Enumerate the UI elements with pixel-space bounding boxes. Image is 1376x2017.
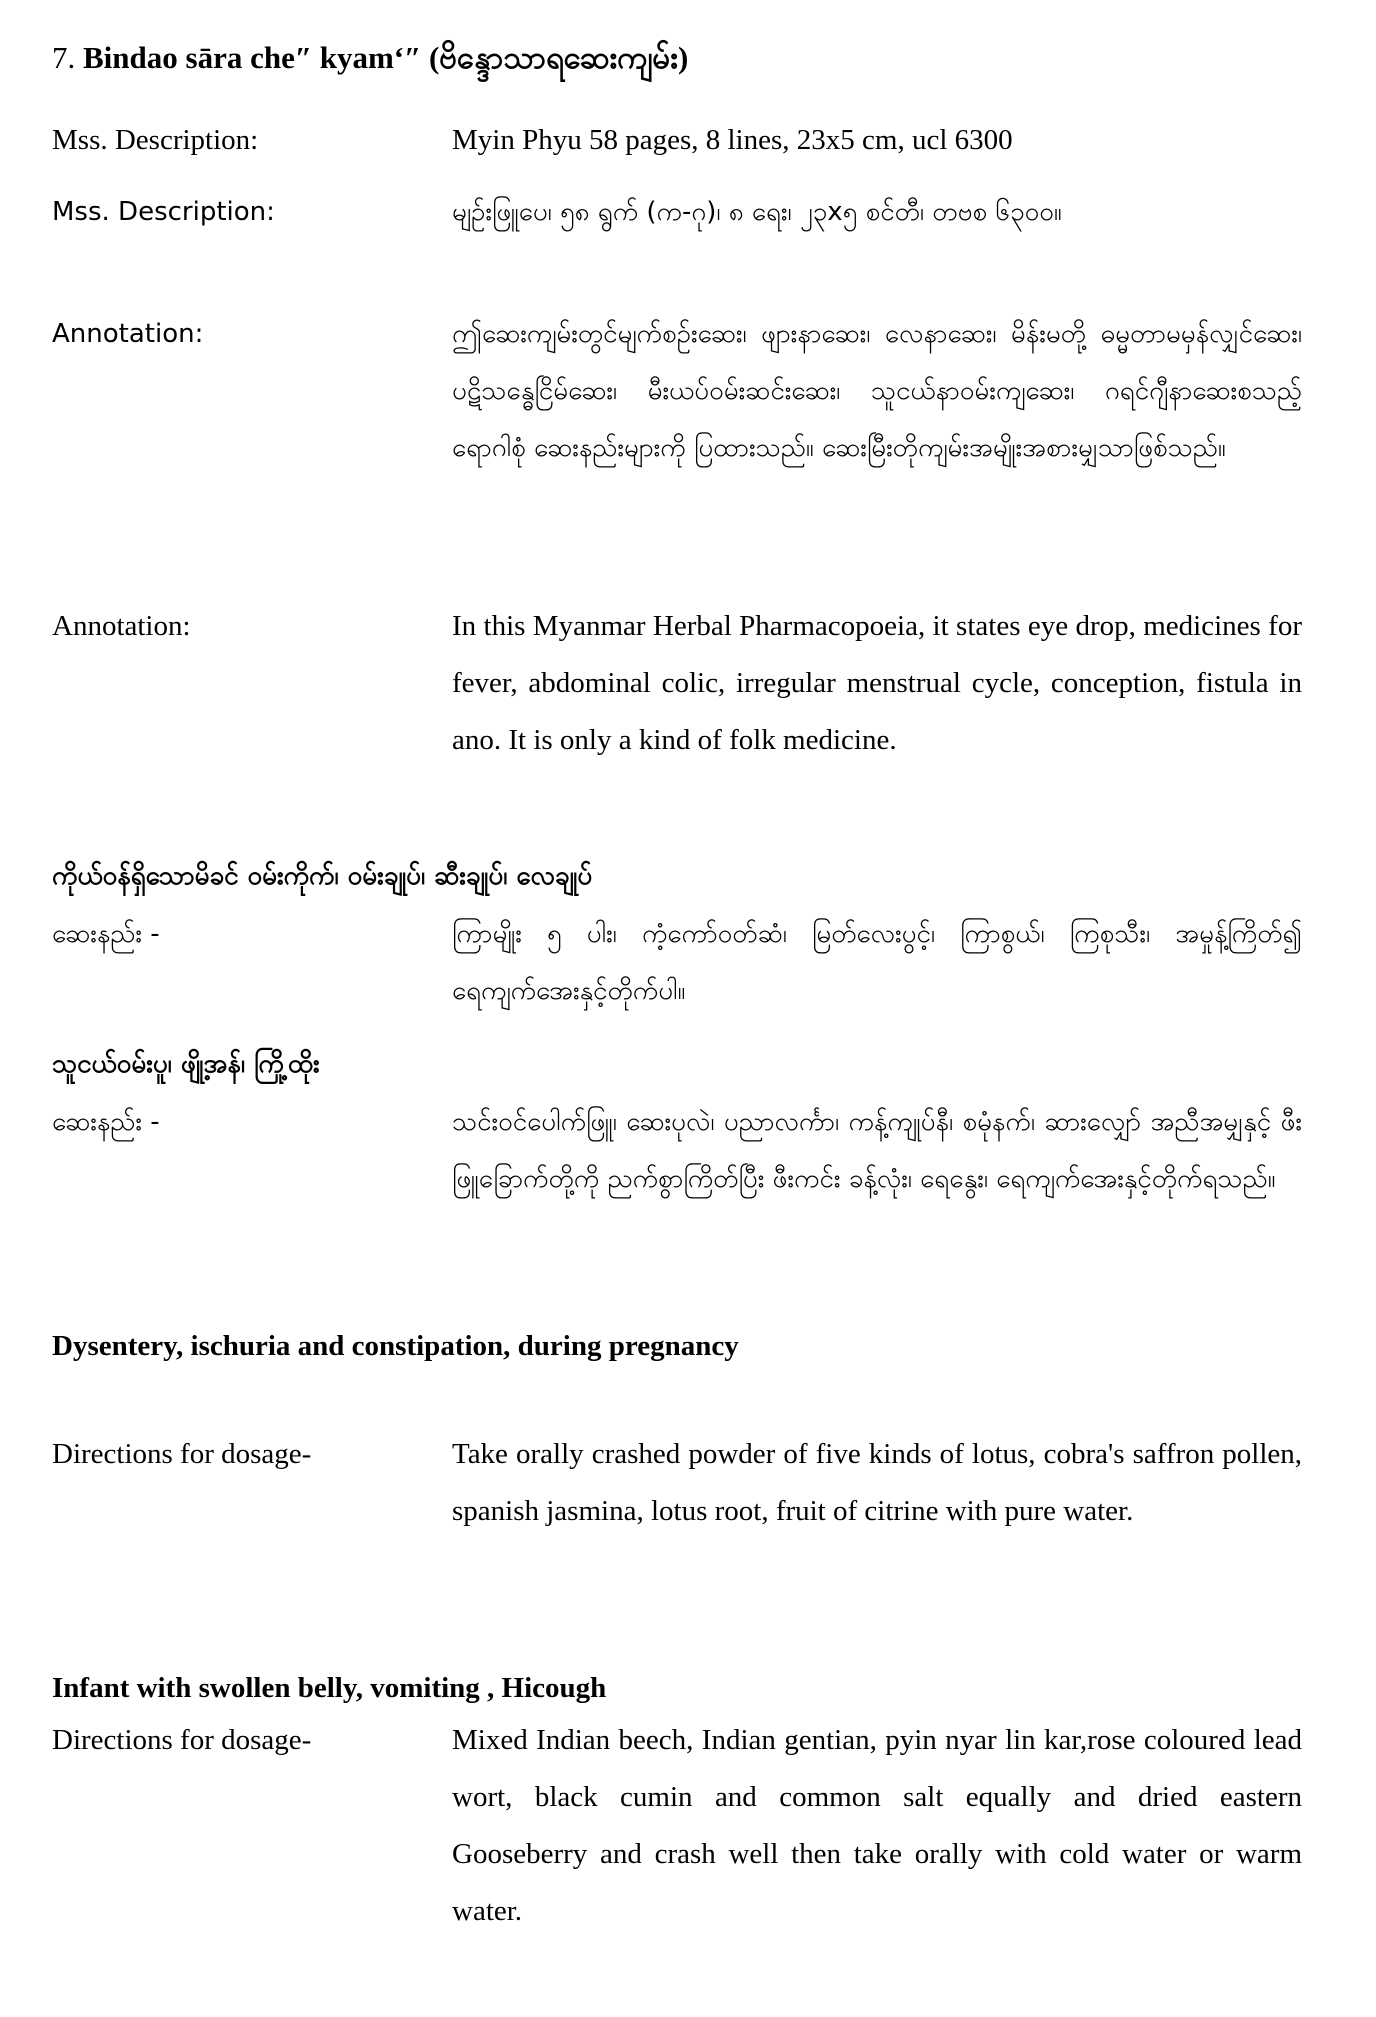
section-my-2-heading: သူငယ်ဝမ်းပူ၊ ဖျို့အန်၊ ကြို့ထိုး (52, 1049, 320, 1079)
annotation-en-label: Annotation: (52, 610, 191, 642)
section-en-2-heading: Infant with swollen belly, vomiting , Hicough (52, 1672, 607, 1704)
entry-title (52, 38, 688, 84)
mss-description-en-label: Mss. Description: (52, 124, 259, 156)
entry-number: 7. (52, 40, 76, 75)
section-en-1-heading: Dysentery, ischuria and constipation, during pregnancy (52, 1330, 739, 1362)
entry-title-text: Bindao sāra che″ kyam‘″ (ဗိန္ဒောသာရဆေးကျမ်း) (83, 40, 689, 75)
section-en-1-value: Take orally crashed powder of five kinds of lotus, cobra's saffron pollen, spanish jasmina, lotus root, fruit of citrine with pure water. (452, 1438, 1302, 1527)
annotation-my-label: Annotation: (52, 319, 204, 349)
section-en-1-label: Directions for dosage- (52, 1438, 312, 1470)
mss-description-my-value: မျဉ်းဖြူပေ၊ ၅၈ ရွက် (က-ဂု)၊ ၈ ရေး၊ ၂၃x၅ စင်တီ၊ တဗစ ၆၃၀၀။ (452, 197, 1062, 227)
section-en-2-value: Mixed Indian beech, Indian gentian, pyin nyar lin kar,rose coloured lead wort, black cumin and common salt equally and dried eastern Gooseberry and crash well then take orally with cold water or warm water. (452, 1724, 1302, 1927)
mss-description-en-value: Myin Phyu 58 pages, 8 lines, 23x5 cm, ucl 6300 (452, 124, 1013, 156)
section-my-1-value: ကြာမျိုး ၅ ပါး၊ ကံ့ကော်ဝတ်ဆံ၊ မြတ်လေးပွင့်၊ ကြာစွယ်၊ ကြစုသီး၊ အမှုန့်ကြိတ်၍ ရေကျက်အေးနှင့်တိုက်ပါ။ (452, 919, 1302, 1006)
mss-description-my-label: Mss. Description: (52, 197, 275, 227)
section-en-2-label: Directions for dosage- (52, 1724, 312, 1756)
section-my-1-heading: ကိုယ်ဝန်ရှိသောမိခင် ဝမ်းကိုက်၊ ဝမ်းချုပ်၊ ဆီးချုပ်၊ လေချုပ် (52, 861, 593, 891)
section-my-1-label: ဆေးနည်း - (52, 919, 160, 949)
section-my-2-value: သင်းဝင်ပေါက်ဖြူ၊ ဆေးပုလဲ၊ ပညာလင်္ကာ၊ ကန့်ကျုပ်နီ၊ စမုံနက်၊ ဆားလျှော် အညီအမျှနှင့် ဖီးဖြူခြောက်တို့ကို ညက်စွာကြိတ်ပြီး ဖီးကင်း ခန့်လုံး၊ ရေနွေး၊ ရေကျက်အေးနှင့်တိုက်ရသည်။ (452, 1107, 1302, 1194)
section-my-2-label: ဆေးနည်း - (52, 1107, 160, 1137)
annotation-my-value: ဤဆေးကျမ်းတွင်မျက်စဉ်းဆေး၊ ဖျားနာဆေး၊ လေနာဆေး၊ မိန်းမတို့ ဓမ္မတာမမှန်လျှင်ဆေး၊ ပဋိသန္ဓေငြိမ်ဆေး၊ မီးယပ်ဝမ်းဆင်းဆေး၊ သူငယ်နာဝမ်းကျဆေး၊ ဂရင်ဂျီနာဆေးစသည့် ရောဂါစုံ ဆေးနည်းများကို ပြထားသည်။ ဆေးမြီးတိုကျမ်းအမျိုးအစားမျှသာဖြစ်သည်။ (452, 319, 1302, 463)
annotation-en-value: In this Myanmar Herbal Pharmacopoeia, it states eye drop, medicines for fever, abdominal colic, irregular menstrual cycle, conception, fistula in ano. It is only a kind of folk medicine. (452, 610, 1302, 756)
